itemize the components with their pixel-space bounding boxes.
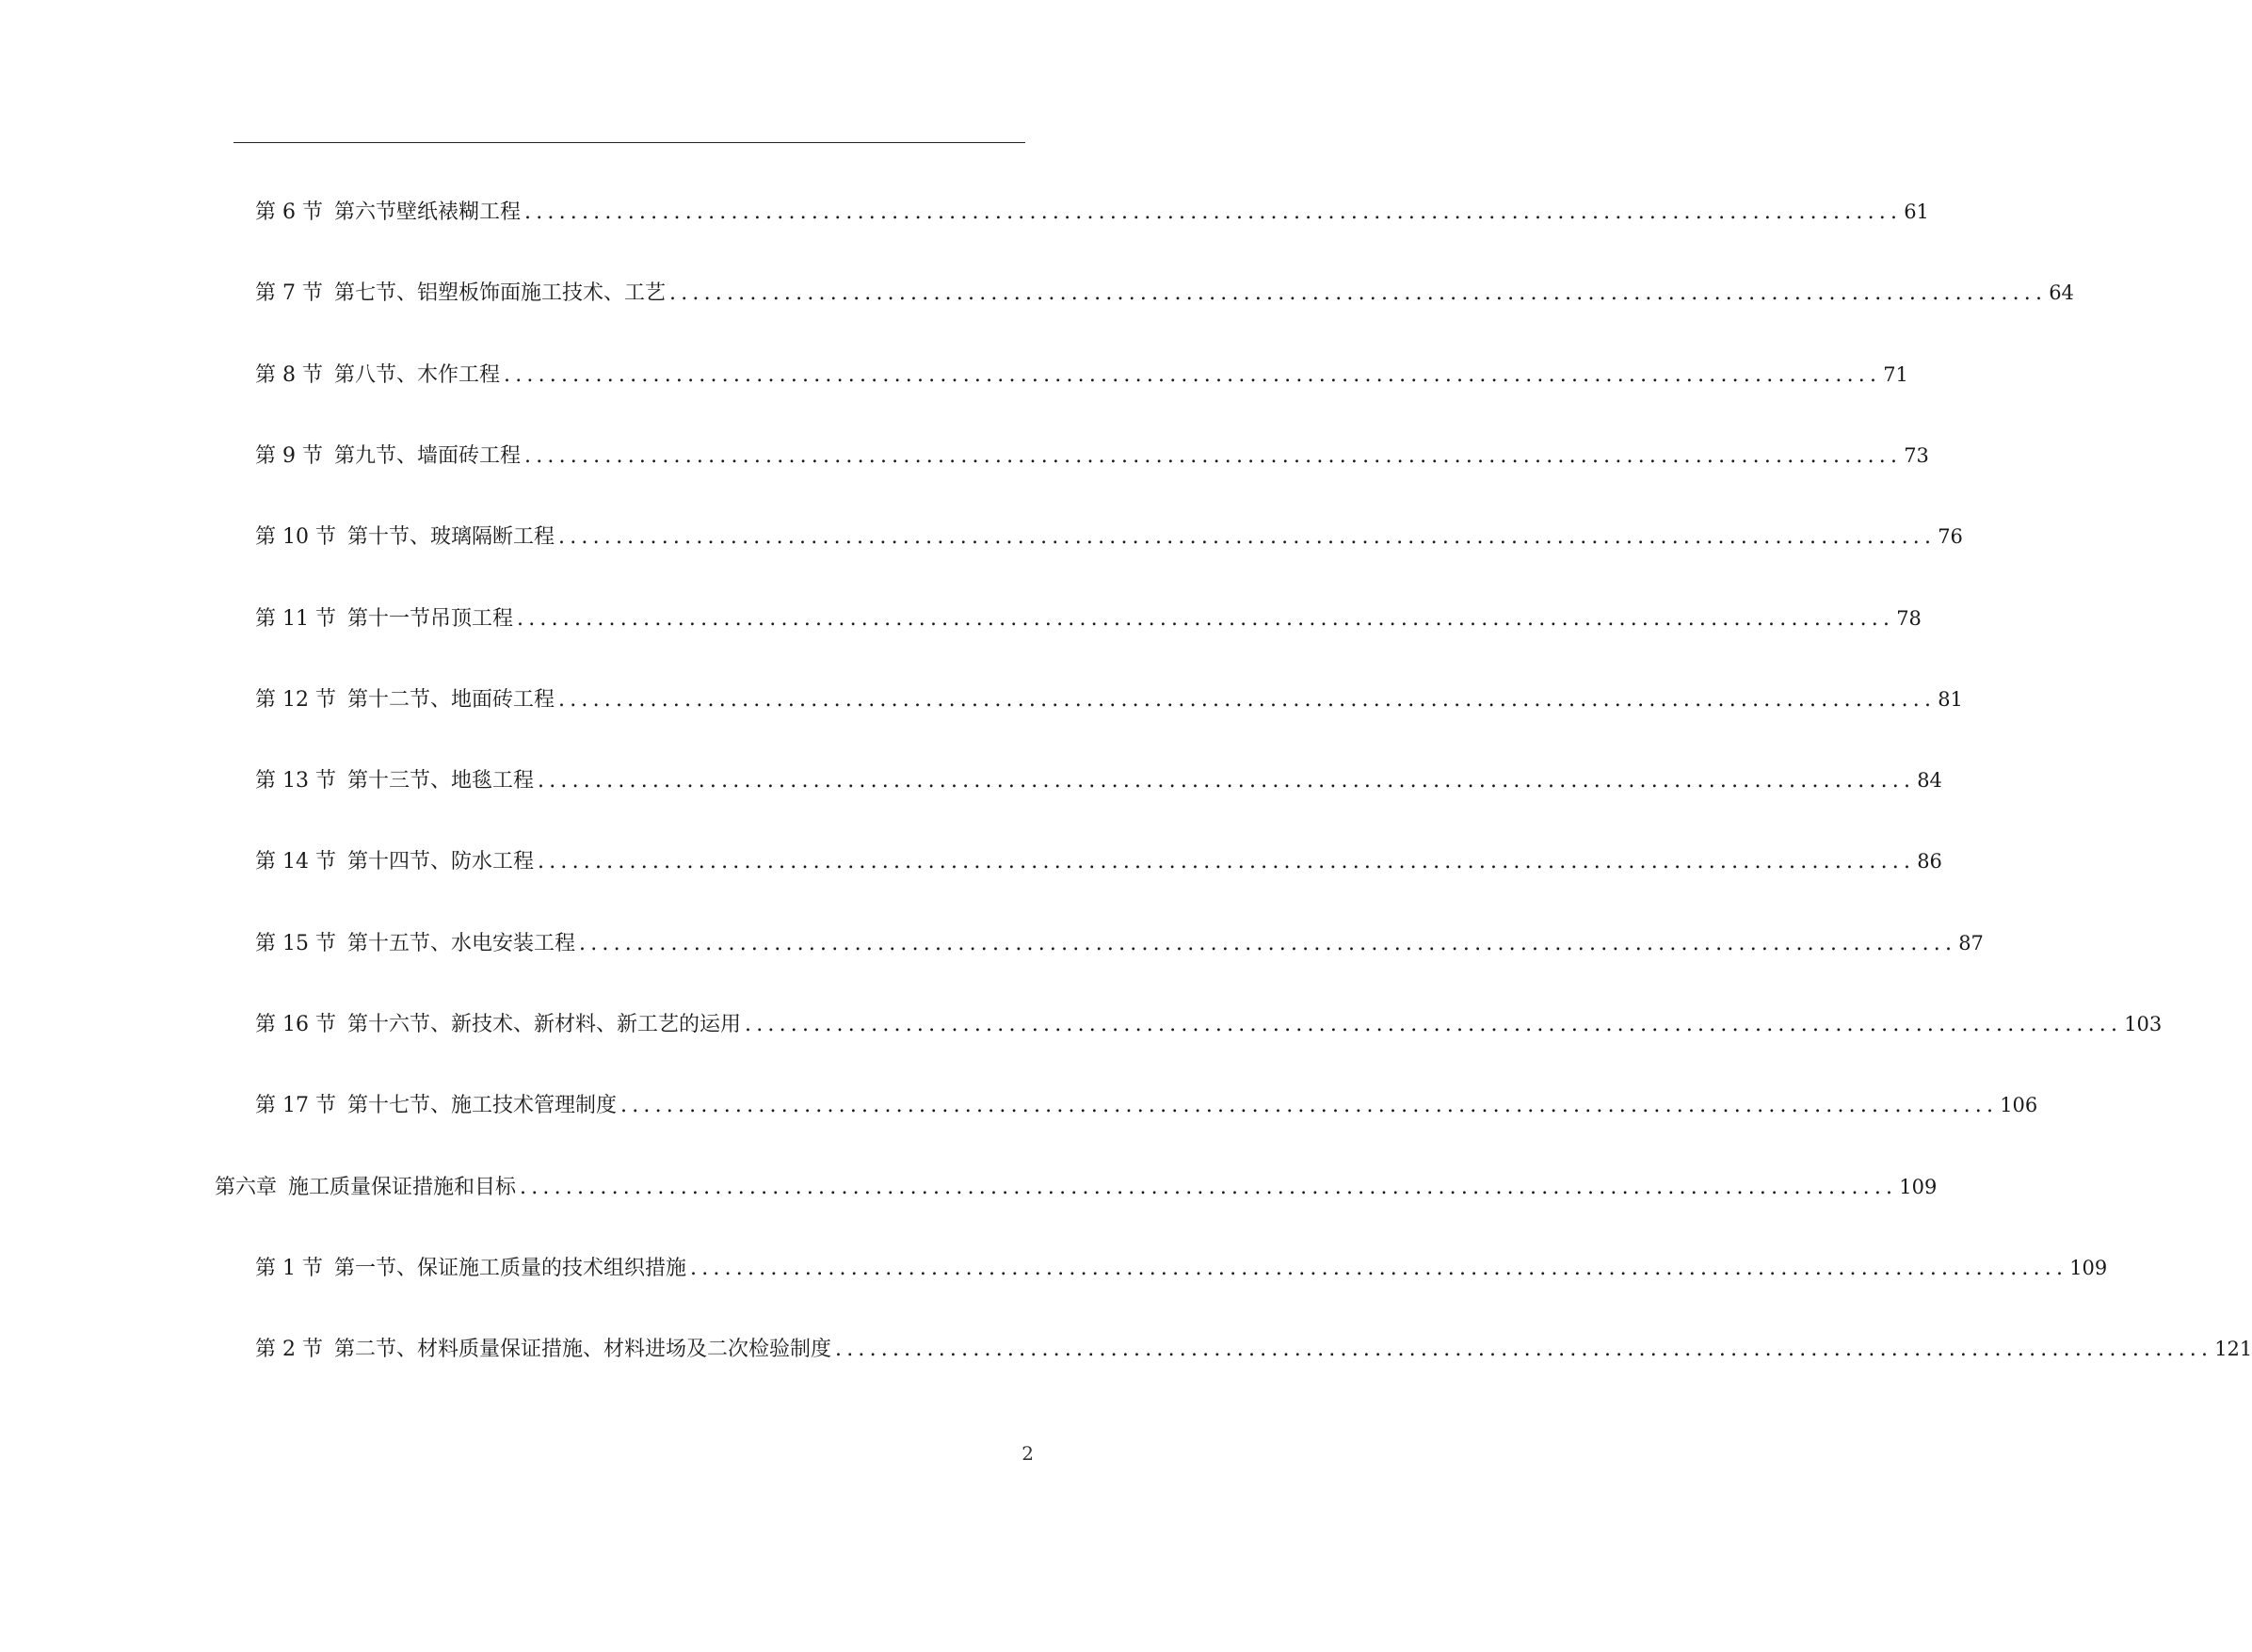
toc-section-entry[interactable] <box>255 279 2074 307</box>
toc-entry-title: 第二节、材料质量保证措施、材料进场及二次检验制度 <box>333 1338 831 1361</box>
toc-dot-leader: ........................................................................................................................ <box>504 363 1882 387</box>
toc-entry-page: 78 <box>1896 607 1922 630</box>
toc-entry-number: 第 10 节 <box>255 525 336 549</box>
toc-entry-title: 第八节、木作工程 <box>333 363 500 387</box>
toc-section-entry[interactable] <box>255 604 1922 633</box>
toc-entry-page: 87 <box>1958 932 1984 954</box>
toc-entry-title: 第十六节、新技术、新材料、新工艺的运用 <box>346 1013 741 1036</box>
toc-entry-title: 第十二节、地面砖工程 <box>346 688 555 712</box>
toc-dot-leader: ........................................................................................................................ <box>669 281 2048 305</box>
toc-entry-title: 第六节壁纸裱糊工程 <box>333 200 521 224</box>
toc-entry-number: 第 14 节 <box>255 850 336 874</box>
toc-entry-page: 103 <box>2124 1013 2163 1035</box>
toc-entry-number: 第 15 节 <box>255 932 336 955</box>
toc-section-entry[interactable] <box>255 685 1963 714</box>
toc-entry-title: 第十三节、地毯工程 <box>346 769 534 793</box>
toc-dot-leader: ........................................................................................................................ <box>524 200 1903 224</box>
toc-dot-leader: ........................................................................................................................ <box>524 444 1903 468</box>
toc-entry-title: 第十五节、水电安装工程 <box>346 932 575 955</box>
toc-section-entry[interactable] <box>255 522 1963 551</box>
toc-entry-number: 第 11 节 <box>255 607 336 631</box>
page-number: 2 <box>1021 1442 1034 1465</box>
toc-dot-leader: ........................................................................................................................ <box>538 769 1916 793</box>
toc-dot-leader: ........................................................................................................................ <box>558 688 1937 712</box>
toc-entry-title: 第七节、铝塑板饰面施工技术、工艺 <box>333 281 666 305</box>
toc-section-entry[interactable] <box>255 198 1929 226</box>
toc-entry-number: 第 6 节 <box>255 200 323 224</box>
toc-dot-leader: ........................................................................................................................ <box>690 1257 2068 1280</box>
toc-entry-title: 第九节、墙面砖工程 <box>333 444 521 468</box>
toc-entry-number: 第 16 节 <box>255 1013 336 1036</box>
toc-entry-title: 第一节、保证施工质量的技术组织措施 <box>333 1257 686 1280</box>
toc-dot-leader: ........................................................................................................................ <box>520 1176 1898 1199</box>
toc-entry-title: 第十节、玻璃隔断工程 <box>346 525 555 549</box>
toc-entry-number: 第 9 节 <box>255 444 323 468</box>
toc-entry-number: 第 2 节 <box>255 1338 323 1361</box>
toc-dot-leader: ........................................................................................................................ <box>620 1094 1999 1117</box>
toc-entry-page: 76 <box>1938 525 1963 548</box>
toc-section-entry[interactable] <box>255 929 1984 957</box>
toc-section-entry[interactable] <box>255 441 1929 470</box>
toc-entry-title: 第十四节、防水工程 <box>346 850 534 874</box>
toc-entry-number: 第 1 节 <box>255 1257 323 1280</box>
toc-dot-leader: ........................................................................................................................ <box>579 932 1957 955</box>
toc-section-entry[interactable] <box>255 847 1942 875</box>
toc-entry-page: 109 <box>2069 1257 2108 1279</box>
toc-section-entry[interactable] <box>255 1335 2252 1363</box>
toc-dot-leader: ........................................................................................................................ <box>517 607 1895 631</box>
toc-entry-number: 第 7 节 <box>255 281 323 305</box>
toc-dot-leader: ........................................................................................................................ <box>538 850 1916 874</box>
toc-entry-page: 121 <box>2214 1338 2252 1360</box>
toc-entry-page: 64 <box>2049 281 2074 304</box>
toc-entry-number: 第 8 节 <box>255 363 323 387</box>
toc-section-entry[interactable] <box>255 1254 2108 1282</box>
toc-entry-page: 81 <box>1938 688 1963 711</box>
toc-entry-title: 施工质量保证措施和目标 <box>288 1176 517 1199</box>
toc-chapter-entry[interactable] <box>215 1173 1938 1201</box>
toc-entry-page: 106 <box>2000 1094 2038 1116</box>
toc-section-entry[interactable] <box>255 361 1908 389</box>
toc-section-entry[interactable] <box>255 766 1942 794</box>
toc-dot-leader: ........................................................................................................................ <box>835 1338 2213 1361</box>
toc-entry-page: 61 <box>1904 200 1929 223</box>
toc-dot-leader: ........................................................................................................................ <box>558 525 1937 549</box>
toc-entry-number: 第六章 <box>215 1176 278 1199</box>
toc-entry-title: 第十七节、施工技术管理制度 <box>346 1094 617 1117</box>
toc-entry-title: 第十一节吊顶工程 <box>346 607 513 631</box>
toc-entry-page: 86 <box>1917 850 1942 873</box>
toc-dot-leader: ........................................................................................................................ <box>745 1013 2123 1036</box>
toc-section-entry[interactable] <box>255 1091 2038 1119</box>
toc-entry-number: 第 13 节 <box>255 769 336 793</box>
toc-entry-page: 84 <box>1917 769 1942 792</box>
toc-entry-number: 第 12 节 <box>255 688 336 712</box>
toc-entry-page: 71 <box>1883 363 1908 386</box>
toc-entry-page: 73 <box>1904 444 1929 467</box>
toc-section-entry[interactable] <box>255 1010 2163 1038</box>
toc-entry-page: 109 <box>1899 1176 1938 1198</box>
toc-entry-number: 第 17 节 <box>255 1094 336 1117</box>
